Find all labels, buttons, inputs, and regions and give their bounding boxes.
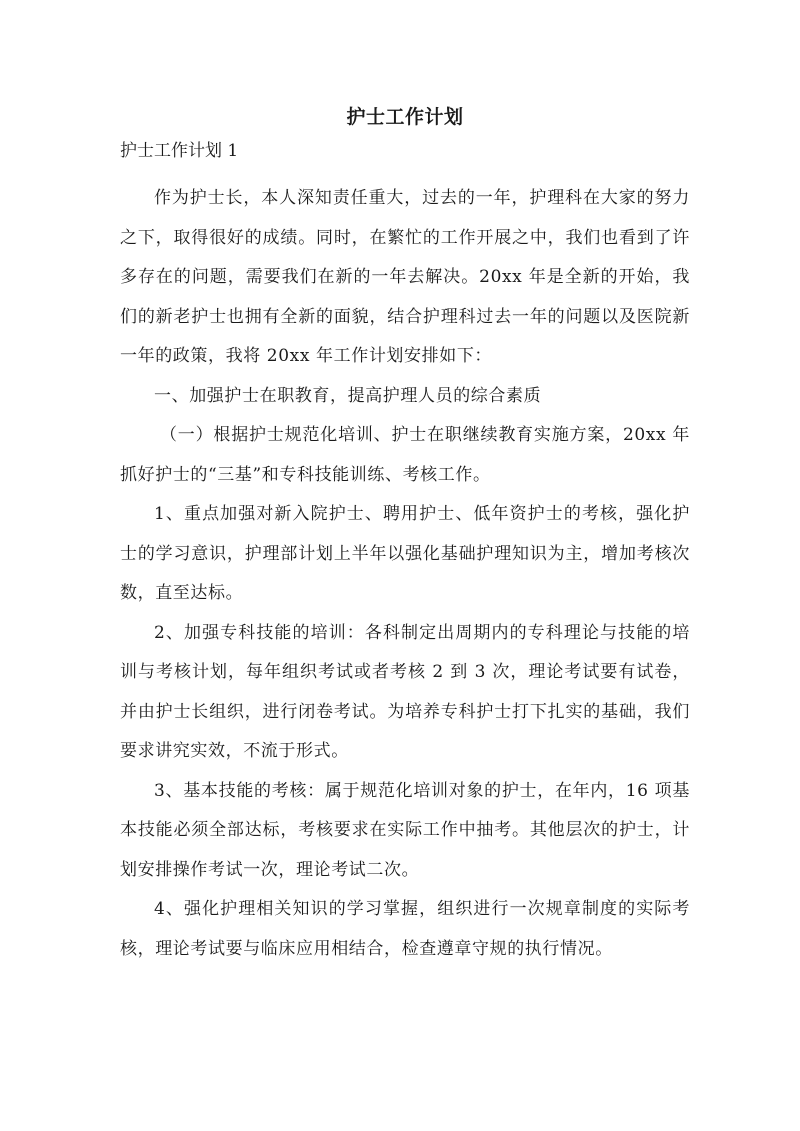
paragraph-item-2: 2、加强专科技能的培训：各科制定出周期内的专科理论与技能的培训与考核计划，每年组织考试或者考核 2 到 3 次，理论考试要有试卷，并由护士长组织，进行闭卷考试。为培养专科护士打下扎实的基础，我们要求讲究实效，不流于形式。 [120, 622, 690, 761]
paragraph-intro: 作为护士长，本人深知责任重大，过去的一年，护理科在大家的努力之下，取得很好的成绩。同时，在繁忙的工作开展之中，我们也看到了许多存在的问题，需要我们在新的一年去解决。20xx 年是全新的开始，我们的新老护士也拥有全新的面貌，结合护理科过去一年的问题以及医院新一年的政策，我将 20xx 年工作计划安排如下： [120, 188, 690, 366]
document-title: 护士工作计划 [346, 106, 464, 128]
paragraph-item-1: 1、重点加强对新入院护士、聘用护士、低年资护士的考核，强化护士的学习意识，护理部计划上半年以强化基础护理知识为主，增加考核次数，直至达标。 [120, 504, 690, 603]
section-subtitle: 护士工作计划 1 [120, 141, 239, 161]
paragraph-sub-1: （一）根据护士规范化培训、护士在职继续教育实施方案，20xx 年抓好护士的“三基”和专科技能训练、考核工作。 [120, 425, 690, 485]
paragraph-heading-1: 一、加强护士在职教育，提高护理人员的综合素质 [154, 385, 542, 406]
paragraph-item-3: 3、基本技能的考核：属于规范化培训对象的护士，在年内，16 项基本技能必须全部达标，考核要求在实际工作中抽考。其他层次的护士，计划安排操作考试一次，理论考试二次。 [120, 780, 690, 880]
paragraph-item-4: 4、强化护理相关知识的学习掌握，组织进行一次规章制度的实际考核，理论考试要与临床应用相结合，检查遵章守规的执行情况。 [120, 899, 690, 959]
